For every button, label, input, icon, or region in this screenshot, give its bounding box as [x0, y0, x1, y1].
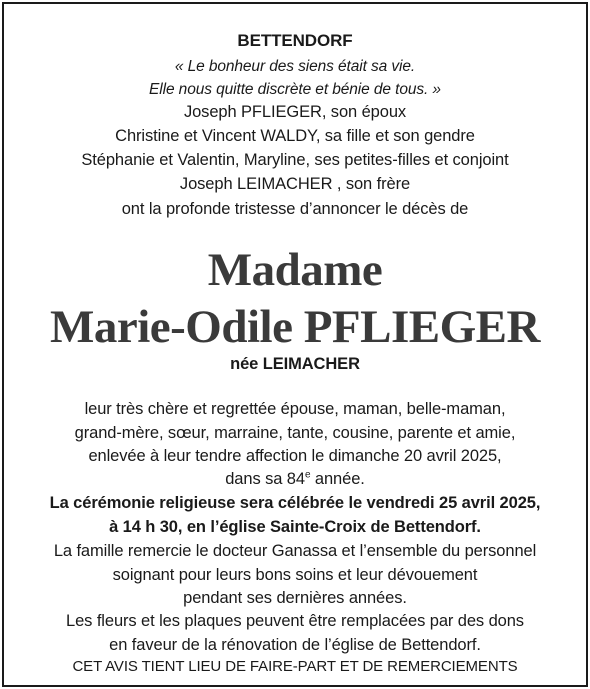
age-line — [4, 468, 586, 490]
thanks-line: Les fleurs et les plaques peuvent être remplacées par des dons — [66, 612, 524, 630]
footer-note: CET AVIS TIENT LIEU DE FAIRE-PART ET DE REMERCIEMENTS — [72, 658, 518, 675]
detail-line: enlevée à leur tendre affection le dimanche 20 avril 2025, — [88, 447, 502, 465]
family-line: Christine et Vincent WALDY, sa fille et son gendre — [115, 127, 475, 145]
city-heading: BETTENDORF — [237, 31, 353, 50]
family-line: Stéphanie et Valentin, Maryline, ses petites-filles et conjoint — [81, 151, 509, 169]
ceremony-line: La cérémonie religieuse sera célébrée le vendredi 25 avril 2025, — [49, 494, 541, 512]
thanks-line: pendant ses dernières années. — [183, 589, 407, 607]
birth-name: née LEIMACHER — [230, 355, 360, 373]
deceased-title: Madame — [207, 244, 383, 296]
announcement-line: ont la profonde tristesse d’annoncer le décès de — [121, 200, 469, 218]
family-line: Joseph PFLIEGER, son époux — [183, 103, 407, 121]
quote-line-2: Elle nous quitte discrète et bénie de tous. » — [149, 81, 441, 98]
detail-line: grand-mère, sœur, marraine, tante, cousine, parente et amie, — [74, 424, 516, 442]
thanks-line: La famille remercie le docteur Ganassa et l’ensemble du personnel — [53, 542, 537, 560]
obituary-notice — [2, 2, 588, 687]
age-suffix: année. — [310, 470, 365, 488]
deceased-name: Marie-Odile PFLIEGER — [50, 301, 540, 353]
family-line: Joseph LEIMACHER , son frère — [179, 175, 411, 193]
thanks-line: en faveur de la rénovation de l’église de Bettendorf. — [109, 636, 481, 654]
quote-line-1: « Le bonheur des siens était sa vie. — [174, 58, 416, 75]
age-superscript: e — [304, 469, 311, 481]
detail-line: leur très chère et regrettée épouse, maman, belle-maman, — [84, 400, 506, 418]
age-prefix: dans sa 84 — [225, 470, 305, 488]
thanks-line: soignant pour leurs bons soins et leur dévouement — [112, 566, 478, 584]
ceremony-line: à 14 h 30, en l’église Sainte-Croix de Bettendorf. — [109, 518, 481, 536]
